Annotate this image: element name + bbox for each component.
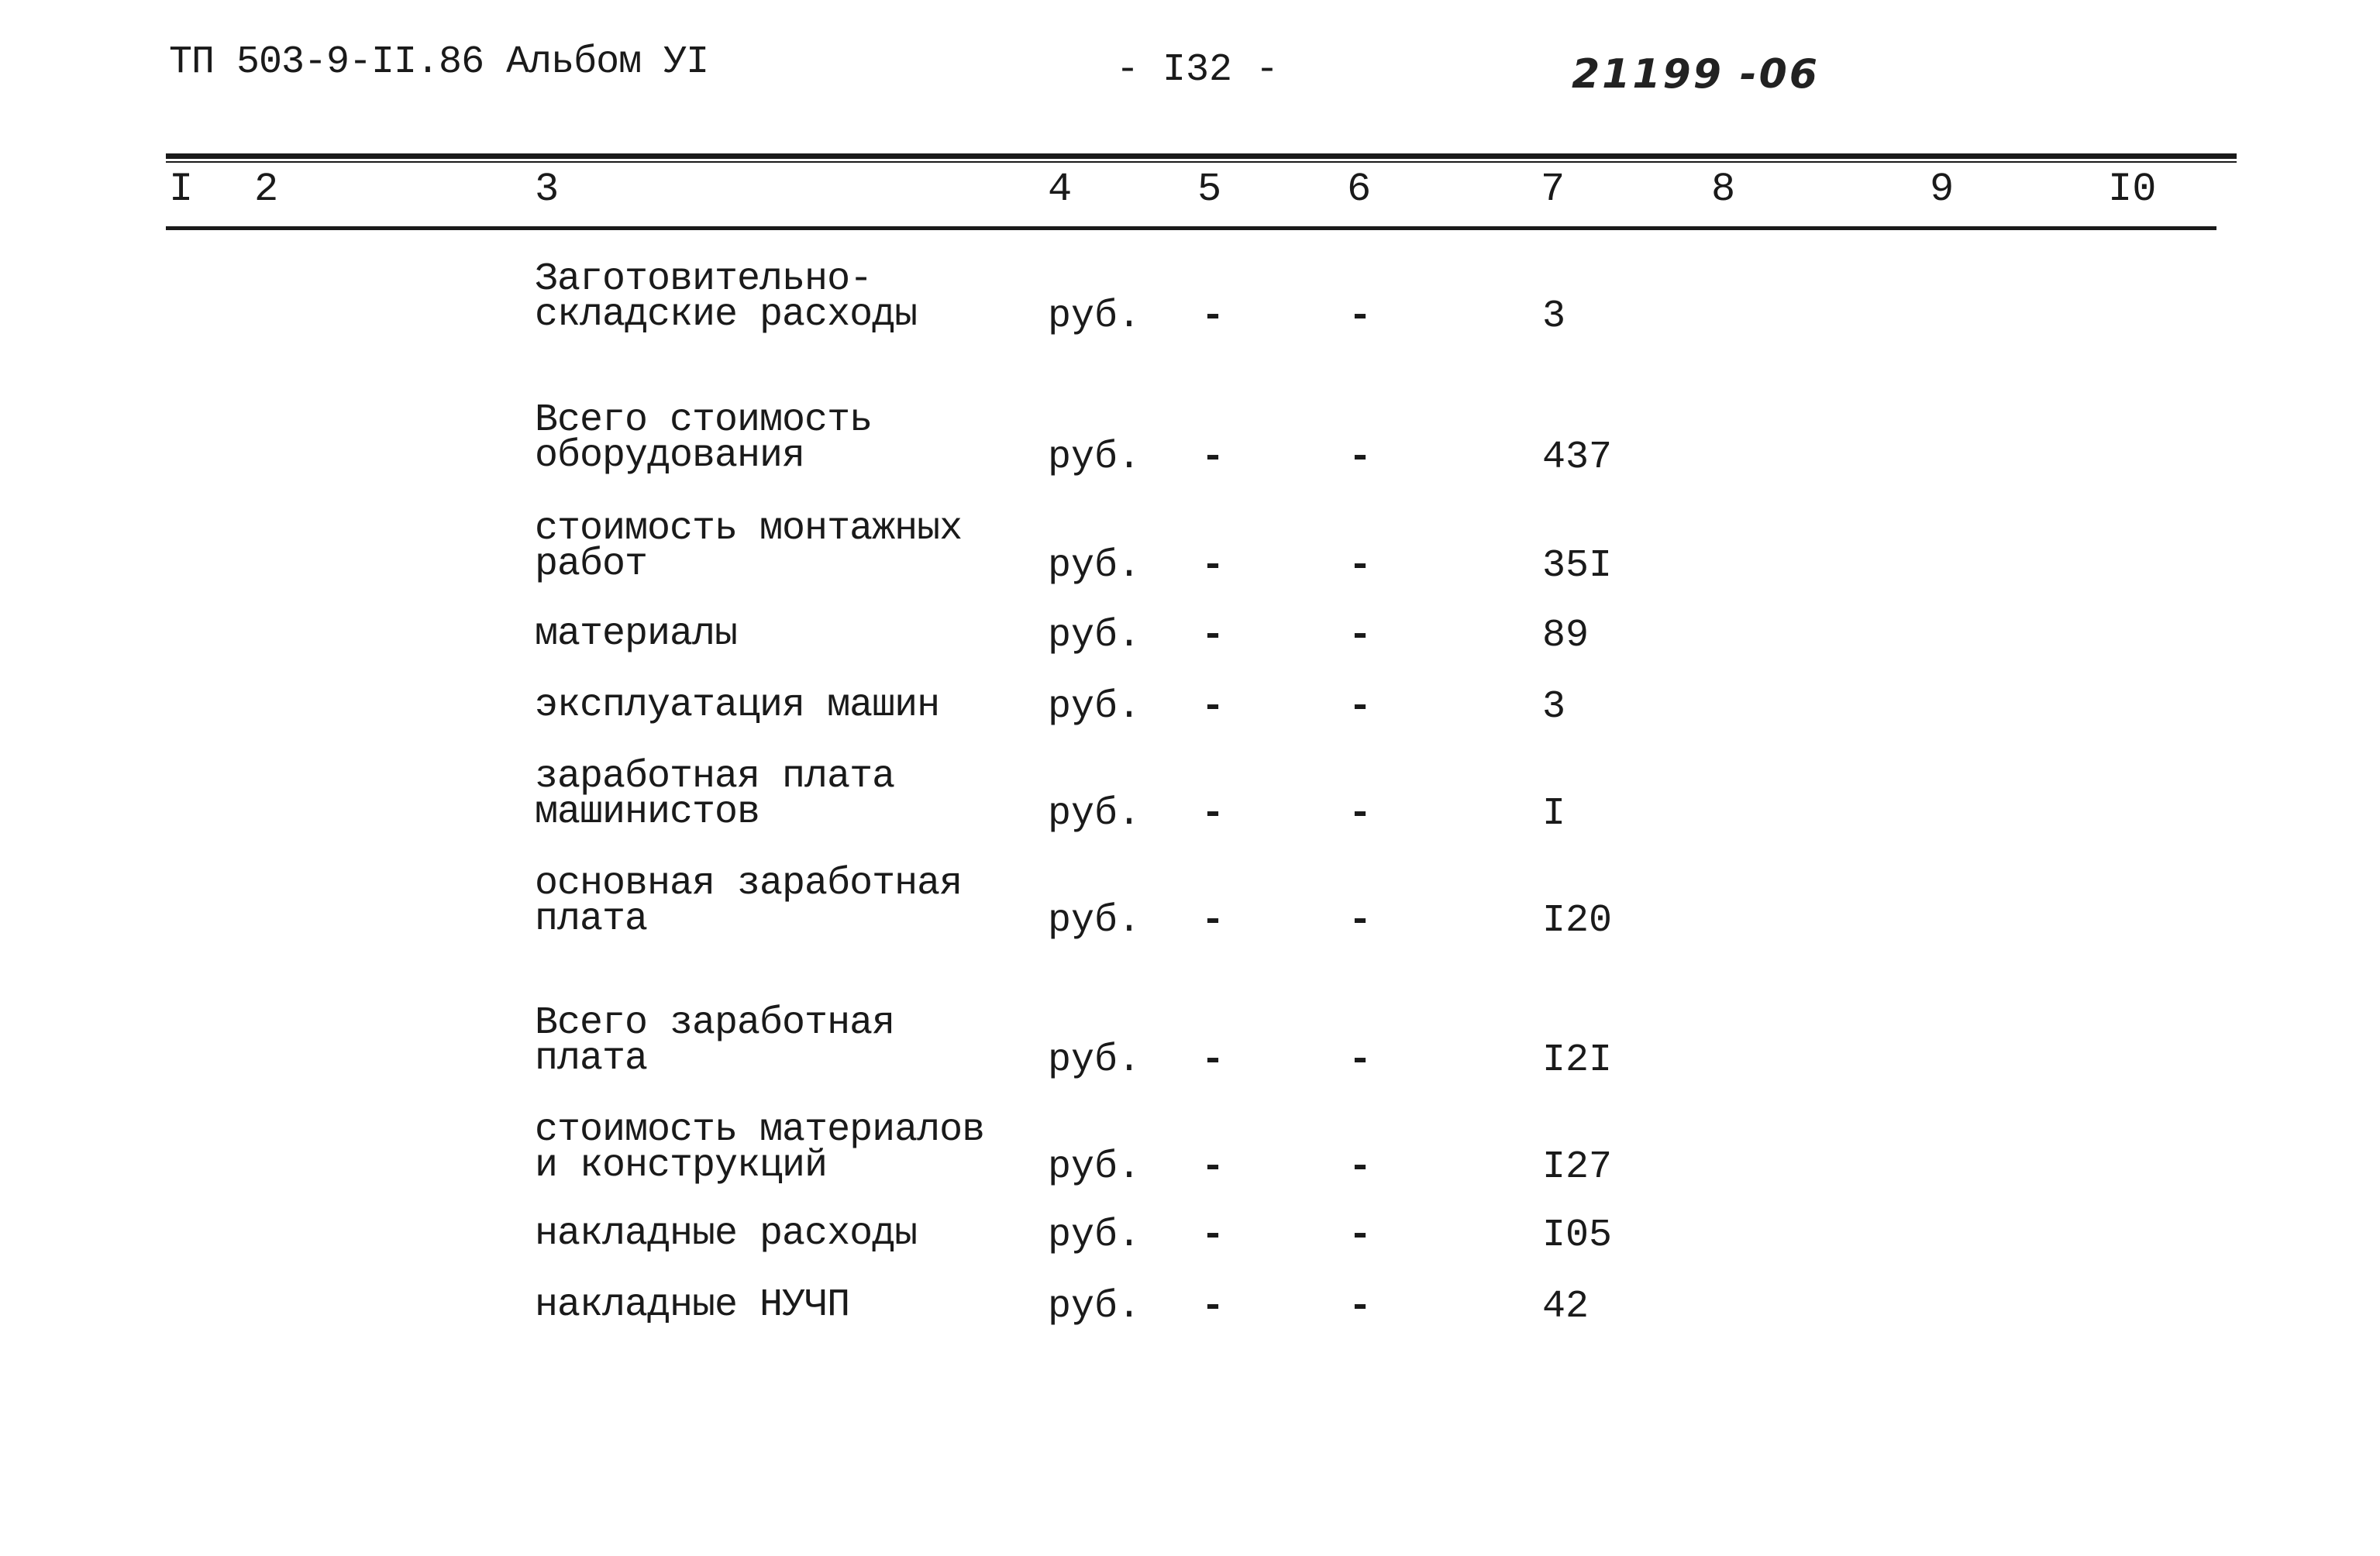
- column-header-3: 3: [535, 167, 560, 212]
- row-unit: руб.: [1048, 899, 1142, 943]
- row-item-line2: и конструкций: [535, 1144, 828, 1188]
- row-col7-value: 3: [1542, 294, 1566, 339]
- row-col7-value: I: [1542, 792, 1566, 836]
- page-number: - I32 -: [1116, 48, 1280, 92]
- row-unit: руб.: [1048, 1038, 1142, 1083]
- row-col6: -: [1348, 1285, 1373, 1329]
- handwritten-document-number: 21199 -06: [1572, 51, 1820, 98]
- row-col7-value: I2I: [1542, 1038, 1613, 1083]
- row-item-line1: Всего заработная: [535, 1001, 895, 1045]
- row-col5: -: [1201, 614, 1225, 658]
- row-unit: руб.: [1048, 435, 1142, 480]
- row-unit: руб.: [1048, 544, 1142, 588]
- row-item-line2: оборудования: [535, 434, 805, 478]
- column-header-1: I: [169, 167, 194, 212]
- row-unit: руб.: [1048, 1285, 1142, 1329]
- row-unit: руб.: [1048, 685, 1142, 729]
- row-item-line1: Всего стоимость: [535, 398, 873, 442]
- row-col6: -: [1348, 899, 1373, 943]
- row-item-line2: плата: [535, 1037, 648, 1081]
- row-col5: -: [1201, 294, 1225, 339]
- row-col7-value: 89: [1542, 614, 1590, 658]
- row-item-line2: складские расходы: [535, 293, 918, 337]
- row-col7-value: I05: [1542, 1213, 1613, 1258]
- column-header-10: I0: [2108, 167, 2157, 212]
- row-item-line2: машинистов: [535, 790, 760, 835]
- row-col5: -: [1201, 792, 1225, 836]
- row-item-line1: стоимость монтажных: [535, 507, 963, 551]
- row-col6: -: [1348, 685, 1373, 729]
- row-col5: -: [1201, 899, 1225, 943]
- column-header-8: 8: [1711, 167, 1736, 212]
- row-item-line1: заработная плата: [535, 755, 895, 799]
- row-col6: -: [1348, 1213, 1373, 1258]
- row-col7-value: I27: [1542, 1145, 1613, 1189]
- row-unit: руб.: [1048, 792, 1142, 836]
- row-col5: -: [1201, 1145, 1225, 1189]
- column-header-5: 5: [1197, 167, 1222, 212]
- row-unit: руб.: [1048, 294, 1142, 339]
- row-col7-value: 42: [1542, 1285, 1590, 1329]
- row-col6: -: [1348, 294, 1373, 339]
- row-item-line1: Заготовительно-: [535, 257, 873, 301]
- row-col5: -: [1201, 1038, 1225, 1083]
- row-item-line2: плата: [535, 897, 648, 942]
- row-unit: руб.: [1048, 1145, 1142, 1189]
- row-col5: -: [1201, 544, 1225, 588]
- document-reference: ТП 503-9-II.86 Альбом УI: [169, 40, 709, 84]
- row-col6: -: [1348, 1145, 1373, 1189]
- column-header-7: 7: [1541, 167, 1565, 212]
- row-item-line1: накладные НУЧП: [535, 1283, 850, 1327]
- row-item-line1: материалы: [535, 612, 738, 656]
- row-col5: -: [1201, 1213, 1225, 1258]
- row-col6: -: [1348, 544, 1373, 588]
- row-unit: руб.: [1048, 1213, 1142, 1258]
- column-header-9: 9: [1930, 167, 1955, 212]
- row-item-line1: накладные расходы: [535, 1212, 918, 1256]
- column-header-6: 6: [1347, 167, 1372, 212]
- row-col5: -: [1201, 685, 1225, 729]
- row-unit: руб.: [1048, 614, 1142, 658]
- row-col6: -: [1348, 435, 1373, 480]
- row-col6: -: [1348, 614, 1373, 658]
- row-col7-value: 35I: [1542, 544, 1613, 588]
- row-col7-value: 3: [1542, 685, 1566, 729]
- table-top-rule: [166, 153, 2237, 159]
- row-item-line1: эксплуатация машин: [535, 683, 940, 728]
- row-col6: -: [1348, 792, 1373, 836]
- row-col6: -: [1348, 1038, 1373, 1083]
- row-col7-value: 437: [1542, 435, 1613, 480]
- column-header-2: 2: [254, 167, 279, 212]
- table-top-rule-thin: [166, 161, 2237, 163]
- row-col7-value: I20: [1542, 899, 1613, 943]
- row-item-line1: стоимость материалов: [535, 1108, 985, 1152]
- row-item-line2: работ: [535, 542, 648, 587]
- row-col5: -: [1201, 1285, 1225, 1329]
- column-header-4: 4: [1048, 167, 1073, 212]
- table-header-bottom-rule: [166, 226, 2216, 230]
- row-col5: -: [1201, 435, 1225, 480]
- row-item-line1: основная заработная: [535, 862, 963, 906]
